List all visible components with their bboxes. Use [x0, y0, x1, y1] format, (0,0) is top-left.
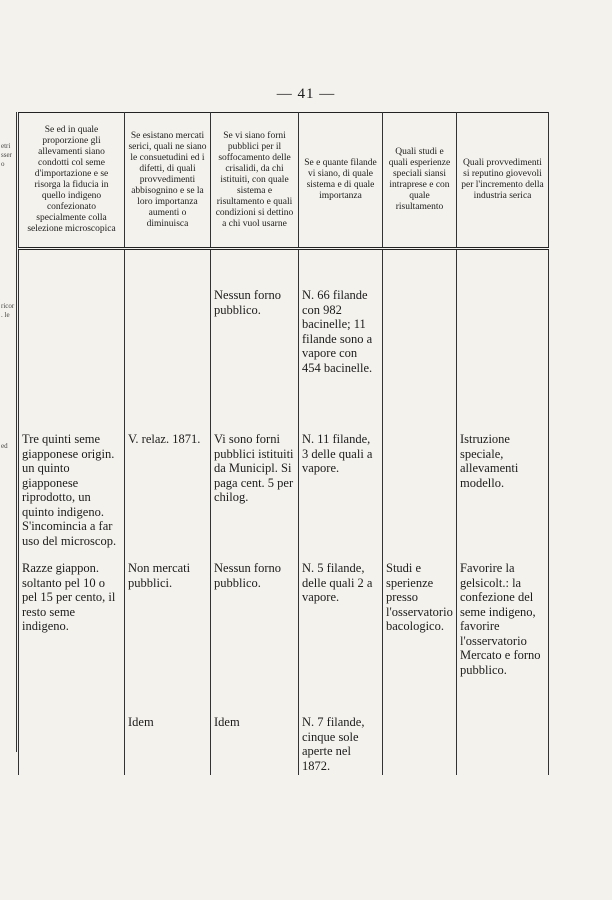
margin-fragment: etri ssero [1, 142, 12, 168]
silk-survey-table [18, 112, 549, 775]
table-header-row [19, 113, 549, 249]
table-cell [383, 713, 457, 775]
margin-fragment: ricor. le [1, 302, 15, 319]
table-row [19, 258, 549, 430]
table-cell: V. relaz. 1871. [125, 430, 211, 559]
page-number: — 41 — [276, 86, 336, 102]
table-cell [383, 258, 457, 430]
column-header: Quali studi e quali esperienze speciali siansi intraprese e con quale risultamento [383, 113, 457, 249]
table-cell: Istruzione speciale, allevamenti modello. [457, 430, 549, 559]
column-header: Se e quante filande vi siano, di quale sistema e di quale importanza [299, 113, 383, 249]
table-cell [383, 430, 457, 559]
column-header: Se esistano mercati serici, quali ne siano le consuetudini ed i difetti, di quali provvedimenti abbisognino e se la loro importanza aumenti o diminuisca [125, 113, 211, 249]
table-cell: Studi e sperienze presso l'osservatorio bacologico. [383, 559, 457, 713]
table-cell: Idem [125, 713, 211, 775]
table-cell: Vi sono forni pubblici istituiti da Municipl. Si paga cent. 5 per chilog. [211, 430, 299, 559]
table-cell [457, 258, 549, 430]
table-cell: Tre quinti seme giapponese origin. un quinto giapponese riprodotto, un quinto indigeno. S'incomincia a far uso del microscop. [19, 430, 125, 559]
table-cell [457, 713, 549, 775]
table-cell [19, 713, 125, 775]
table-row [19, 713, 549, 775]
table-cell: Idem [211, 713, 299, 775]
table-cell [19, 258, 125, 430]
table-cell: N. 5 filande, delle quali 2 a vapore. [299, 559, 383, 713]
table-cell: Non mercati pubblici. [125, 559, 211, 713]
table-cell: Nessun forno pubblico. [211, 258, 299, 430]
table-cell: Nessun forno pubblico. [211, 559, 299, 713]
table-cell: Favorire la gelsicolt.: la confezione del seme indigeno, favorire l'osservatorio Mercato e forno pubblico. [457, 559, 549, 713]
column-header: Se vi siano forni pubblici per il soffocamento delle crisalidi, da chi istituiti, con quale sistema e risultamento e quali condizioni si dettino a chi vuol usarne [211, 113, 299, 249]
table-row [19, 430, 549, 559]
table-cell: N. 11 filande, 3 delle quali a vapore. [299, 430, 383, 559]
table-cell: N. 7 filande, cinque sole aperte nel 1872. [299, 713, 383, 775]
table-cell: N. 66 filande con 982 bacinelle; 11 filande sono a vapore con 454 bacinelle. [299, 258, 383, 430]
table-row [19, 559, 549, 713]
header-divider [19, 249, 549, 259]
margin-fragment: ed [1, 442, 8, 450]
left-margin-gutter [0, 112, 17, 752]
column-header: Se ed in quale proporzione gli allevamenti siano condotti col seme d'importazione e se risorga la fiducia in quello indigeno confezionato specialmente colla selezione microscopica [19, 113, 125, 249]
table-cell: Razze giappon. soltanto pel 10 o pel 15 per cento, il resto seme indigeno. [19, 559, 125, 713]
table-cell [125, 258, 211, 430]
column-header: Quali provvedimenti si reputino giovevoli per l'incremento della industria serica [457, 113, 549, 249]
